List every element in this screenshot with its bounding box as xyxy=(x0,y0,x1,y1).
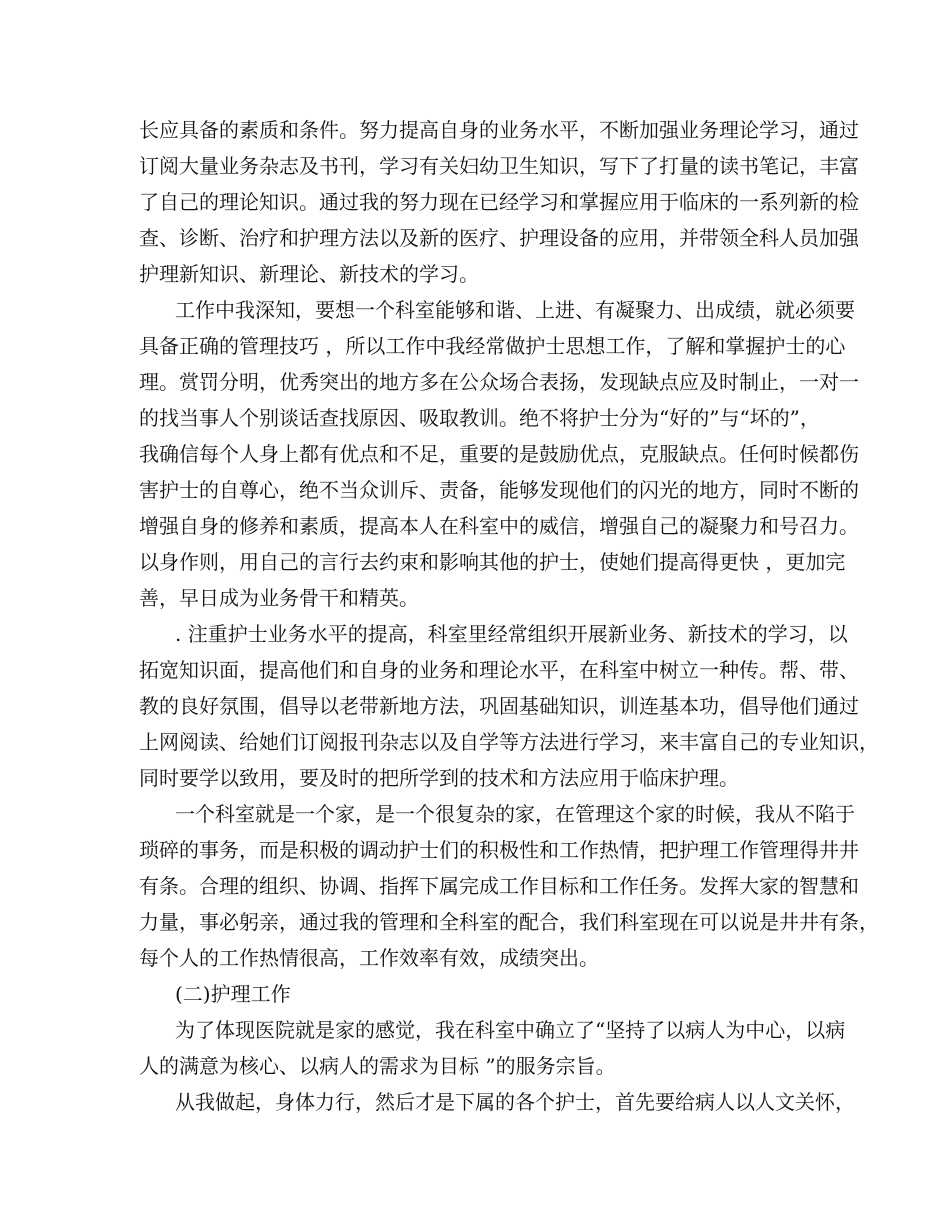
text-line: 查、诊断、治疗和护理方法以及新的医疗、护理设备的应用，并带领全科人员加强 xyxy=(139,226,859,250)
section-heading: (二)护理工作 xyxy=(175,982,291,1006)
text-line: 每个人的工作热情很高，工作效率有效，成绩突出。 xyxy=(139,946,599,970)
text-line: 护理新知识、新理论、新技术的学习。 xyxy=(139,262,479,286)
text-line: 的找当事人个别谈话查找原因、吸取教训。绝不将护士分为“好的”与“坏的”， xyxy=(139,406,820,430)
paragraph-start-line: 工作中我深知，要想一个科室能够和谐、上进、有凝聚力、出成绩，就必须要 xyxy=(175,298,855,322)
paragraph-start-line: 为了体现医院就是家的感觉，我在科室中确立了“坚持了以病人为中心，以病 xyxy=(175,1018,846,1042)
text-line: 上网阅读、给她们订阅报刊杂志以及自学等方法进行学习，来丰富自己的专业知识， xyxy=(139,730,879,754)
text-line: 我确信每个人身上都有优点和不足，重要的是鼓励优点，克服缺点。任何时候都伤 xyxy=(139,442,859,466)
text-line: 具备正确的管理技巧 ，所以工作中我经常做护士思想工作，了解和掌握护士的心 xyxy=(139,334,846,358)
text-line: 善，早日成为业务骨干和精英。 xyxy=(139,586,419,610)
text-line: 害护士的自尊心，绝不当众训斥、责备，能够发现他们的闪光的地方，同时不断的 xyxy=(139,478,859,502)
text-line: 琐碎的事务，而是积极的调动护士们的积极性和工作热情，把护理工作管理得井井 xyxy=(139,838,859,862)
text-line: 人的满意为核心、以病人的需求为目标 ”的服务宗旨。 xyxy=(139,1054,616,1078)
text-line: 理。赏罚分明，优秀突出的地方多在公众场合表扬，发现缺点应及时制止，一对一 xyxy=(139,370,859,394)
text-line: 以身作则，用自己的言行去约束和影响其他的护士，使她们提高得更快 ，更加完 xyxy=(139,550,846,574)
text-line: 拓宽知识面，提高他们和自身的业务和理论水平，在科室中树立一种传。帮、带、 xyxy=(139,658,859,682)
text-line: 长应具备的素质和条件。努力提高自身的业务水平，不断加强业务理论学习，通过 xyxy=(139,118,859,142)
text-line: 有条。合理的组织、协调、指挥下属完成工作目标和工作任务。发挥大家的智慧和 xyxy=(139,874,859,898)
text-line: 增强自身的修养和素质，提高本人在科室中的威信，增强自己的凝聚力和号召力。 xyxy=(139,514,859,538)
paragraph-start-line: 从我做起，身体力行，然后才是下属的各个护士，首先要给病人以人文关怀， xyxy=(175,1090,855,1114)
text-line: 教的良好氛围，倡导以老带新地方法，巩固基础知识，训连基本功，倡导他们通过 xyxy=(139,694,859,718)
text-line: 订阅大量业务杂志及书刊，学习有关妇幼卫生知识，写下了打量的读书笔记，丰富 xyxy=(139,154,859,178)
text-line: 了自己的理论知识。通过我的努力现在已经学习和掌握应用于临床的一系列新的检 xyxy=(139,190,859,214)
text-line: 同时要学以致用，要及时的把所学到的技术和方法应用于临床护理。 xyxy=(139,766,739,790)
paragraph-start-line: 一个科室就是一个家，是一个很复杂的家，在管理这个家的时候，我从不陷于 xyxy=(175,802,855,826)
text-line: 力量，事必躬亲，通过我的管理和全科室的配合，我们科室现在可以说是井井有条， xyxy=(139,910,879,934)
paragraph-start-line: . 注重护士业务水平的提高，科室里经常组织开展新业务、新技术的学习，以 xyxy=(175,622,848,646)
